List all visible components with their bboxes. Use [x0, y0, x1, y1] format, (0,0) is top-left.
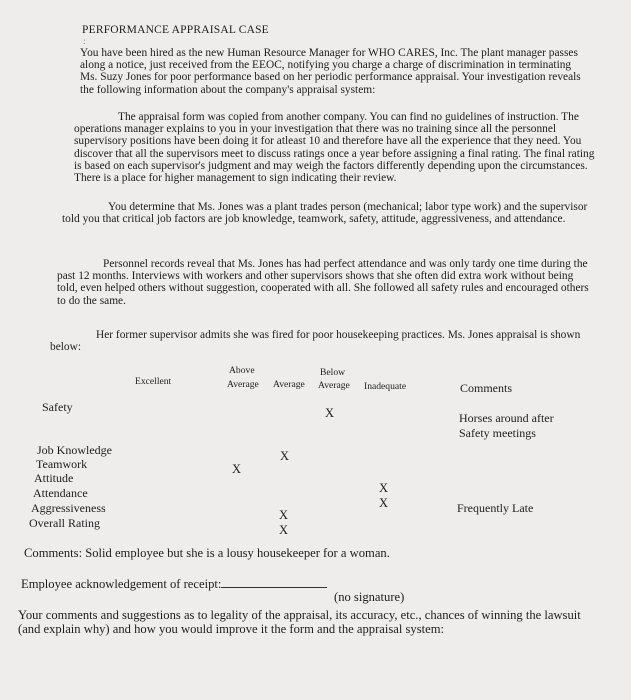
row-label-overall-rating: Overall Rating [29, 516, 100, 530]
header-above: Above [229, 365, 255, 376]
job-factors-paragraph: You determine that Ms. Jones was a plant trades person (mechanical; labor type work) and the supervisor told you that critical job factors are job knowledge, teamwork, safety, attitude, aggressiveness, and attendance. [62, 201, 588, 226]
appraisal-system-paragraph: The appraisal form was copied from another company. You can find no guidelines of instruction. The operations manager explains to you in your investigation that there was no training since all the personnel supervisory positions have been doing it for atleast 10 and therefore have all the experience that they need. You discover that all the supervisors meet to discuss ratings once a year before assigning a final rating. The final rating is based on each supervisor's judgment and may weigh the factors differently depending upon the circumstances. There is a place for higher management to sign indicating their review. [74, 111, 595, 185]
mark-teamwork-above-average: X [232, 462, 242, 476]
acknowledgement-value: (no signature) [334, 590, 405, 604]
header-above-average: Average [227, 379, 259, 390]
row-label-attitude: Attitude [34, 471, 74, 485]
header-comments: Comments [460, 381, 513, 395]
row-label-attendance: Attendance [33, 486, 88, 500]
title-mark: : [83, 36, 86, 46]
row-label-aggressiveness: Aggressiveness [31, 501, 106, 515]
header-below: Below [320, 367, 346, 378]
mark-aggressiveness-inadequate: X [379, 496, 389, 510]
comment-aggressiveness: Frequently Late [457, 501, 534, 515]
mark-overall-average: X [279, 523, 289, 537]
signature-line [221, 577, 327, 588]
mark-safety-below-average: X [325, 406, 335, 420]
personnel-records-paragraph: Personnel records reveal that Ms. Jones has had perfect attendance and was only tardy one time during the past 12 months. Interviews with workers and other supervisors shows that she often did extra work without being told, even helped others without suggestion, cooperated with all. She followed all safety rules and encouraged others to do the same. [57, 258, 589, 307]
header-excellent: Excellent [135, 376, 172, 387]
comment-safety-line-2: Safety meetings [459, 426, 536, 440]
header-below-average: Average [318, 380, 350, 391]
row-label-job-knowledge: Job Knowledge [37, 443, 112, 457]
comment-safety-line-1: Horses around after [459, 411, 554, 425]
header-average: Average [273, 379, 305, 390]
supervisor-comments: Comments: Solid employee but she is a lousy housekeeper for a woman. [24, 546, 390, 560]
assignment-question: Your comments and suggestions as to legality of the appraisal, its accuracy, etc., chances of winning the lawsuit (and explain why) and how you would improve it the form and the appraisal system: [18, 608, 581, 636]
header-inadequate: Inadequate [364, 381, 407, 392]
row-label-safety: Safety [42, 400, 73, 414]
intro-paragraph: You have been hired as the new Human Resource Manager for WHO CARES, Inc. The plant manager passes along a notice, just received from the EEOC, notifying you charge a charge of discrimination in terminating Ms. Suzy Jones for poor performance based on her periodic performance appraisal. Your investigation reveals the following information about the company's appraisal system: [80, 47, 581, 96]
mark-aggressiveness-average: X [279, 508, 289, 522]
page-title: PERFORMANCE APPRAISAL CASE [82, 24, 269, 36]
mark-attendance-inadequate: X [379, 481, 389, 495]
acknowledgement-label: Employee acknowledgement of receipt: [21, 577, 222, 591]
supervisor-admission-paragraph: Her former supervisor admits she was fired for poor housekeeping practices. Ms. Jones appraisal is shown below: [50, 329, 581, 354]
acknowledgement-row [21, 577, 327, 592]
mark-job-knowledge-average: X [280, 449, 290, 463]
row-label-teamwork: Teamwork [36, 457, 88, 471]
